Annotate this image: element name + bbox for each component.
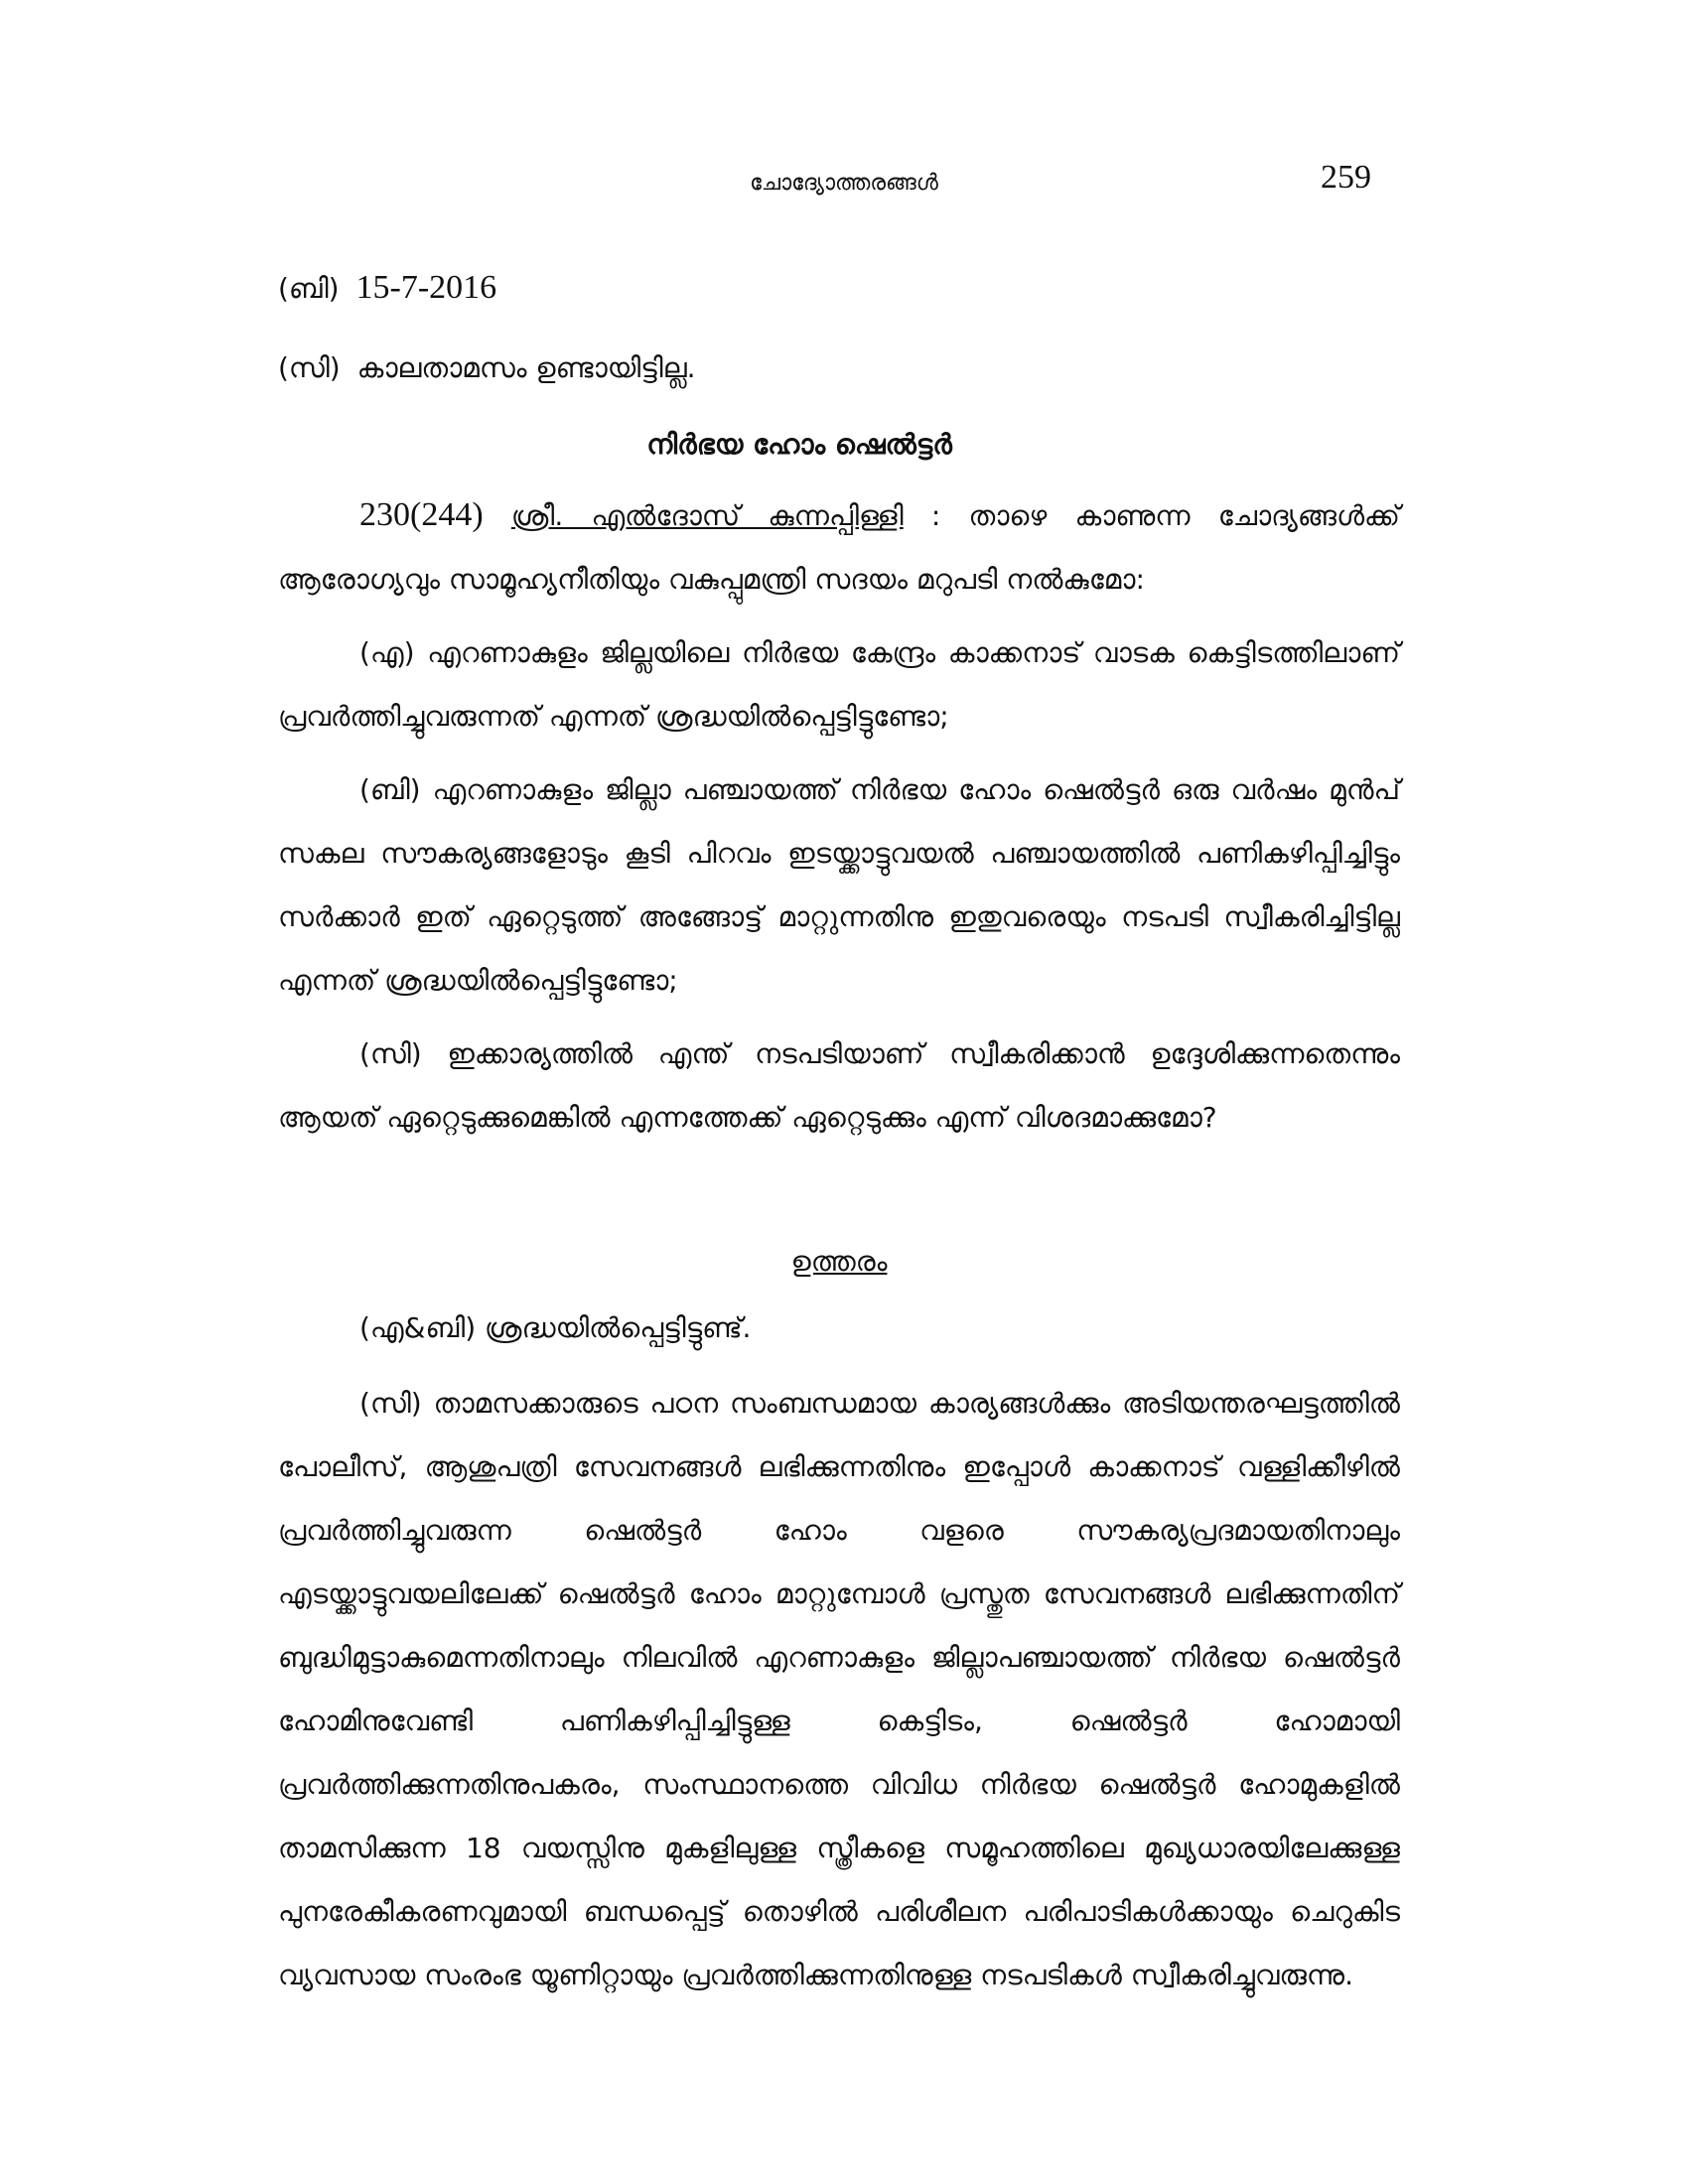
prior-answer-b bbox=[278, 268, 1400, 309]
answer-title-text: ഉത്തരം bbox=[790, 1245, 888, 1278]
page-content bbox=[278, 268, 1400, 2007]
question-intro-text: : താഴെ കാണുന്ന ചോദ്യങ്ങൾക്ക് ആരോഗ്യവും സാമൂഹ്യനീതിയും വകുപ്പുമന്ത്രി സദയം മറുപടി നൽകുമോ: bbox=[278, 499, 1401, 596]
answer-part-ab: (എ&ബി) ശ്രദ്ധയിൽപ്പെട്ടിട്ടുണ്ട്. bbox=[359, 1311, 752, 1344]
prior-answer-c-value: കാലതാമസം ഉണ്ടായിട്ടില്ല. bbox=[356, 351, 696, 384]
page-number: 259 bbox=[1321, 159, 1371, 196]
prior-answer-c bbox=[278, 348, 1400, 388]
running-head: ചോദ്യോത്തരങ്ങൾ bbox=[750, 171, 938, 196]
prior-answer-b-label: (ബി) bbox=[278, 272, 340, 305]
question-number: 230(244) bbox=[359, 496, 484, 533]
question-intro bbox=[278, 483, 1400, 612]
answer-title bbox=[278, 1245, 1400, 1279]
question-part-a: (എ) എറണാകുളം ജില്ലയിലെ നിർഭയ കേന്ദ്രം കാക്കനാട് വാടക കെട്ടിടത്തിലാണ് പ്രവർത്തിച്ചുവരുന്നത് എന്നത് ശ്രദ്ധയിൽപ്പെട്ടിട്ടുണ്ടോ; bbox=[278, 636, 1400, 733]
prior-answer-c-label: (സി) bbox=[278, 351, 341, 384]
answer-part-c: (സി) താമസക്കാരുടെ പഠന സംബന്ധമായ കാര്യങ്ങൾക്കും അടിയന്തരഘട്ടത്തിൽ പോലീസ്, ആശുപത്രി സേവനങ്ങൾ ലഭിക്കുന്നതിനും ഇപ്പോൾ കാക്കനാട് വള്ളിക്കീഴിൽ പ്രവർത്തിച്ചുവരുന്ന ഷെൽട്ടർ ഹോം വളരെ സൗകര്യപ്രദമായതിനാലും എടയ്ക്കാട്ടുവയലിലേക്ക് ഷെൽട്ടർ ഹോം മാറ്റുമ്പോൾ പ്രസ്തുത സേവനങ്ങൾ ലഭിക്കുന്നതിന് ബുദ്ധിമുട്ടാകുമെന്നതിനാലും നിലവിൽ എറണാകുളം ജില്ലാപഞ്ചായത്ത് നിർഭയ ഷെൽട്ടർ ഹോമിനുവേണ്ടി പണികഴിപ്പിച്ചിട്ടുള്ള കെട്ടിടം, ഷെൽട്ടർ ഹോമായി പ്രവർത്തിക്കുന്നതിനുപകരം, സംസ്ഥാനത്തെ വിവിധ നിർഭയ ഷെൽട്ടർ ഹോമുകളിൽ താമസിക്കുന്ന 18 വയസ്സിനു മുകളിലുള്ള സ്ത്രീകളെ സമൂഹത്തിലെ മുഖ്യധാരയിലേക്കുള്ള പുനരേകീകരണവുമായി ബന്ധപ്പെട്ട് തൊഴിൽ പരിശീലന പരിപാടികൾക്കായും ചെറുകിട വ്യവസായ സംരംഭ യൂണിറ്റായും പ്രവർത്തിക്കുന്നതിനുള്ള നടപടികൾ സ്വീകരിച്ചുവരുന്നു. bbox=[278, 1387, 1400, 1991]
question-part-c: (സി) ഇക്കാര്യത്തിൽ എന്ത് നടപടിയാണ് സ്വീകരിക്കാൻ ഉദ്ദേശിക്കുന്നതെന്നും ആയത് ഏറ്റെടുക്കുമെങ്കിൽ എന്നത്തേക്ക് ഏറ്റെടുക്കും എന്ന് വിശദമാക്കുമോ? bbox=[278, 1037, 1400, 1134]
question-member: ശ്രീ. എൽദോസ് കുന്നപ്പിള്ളി bbox=[510, 499, 904, 532]
question-part-b: (ബി) എറണാകുളം ജില്ലാ പഞ്ചായത്ത് നിർഭയ ഹോം ഷെൽട്ടർ ഒരു വർഷം മുൻപ് സകല സൗകര്യങ്ങളോടും കൂടി പിറവം ഇടയ്ക്കാട്ടുവയൽ പഞ്ചായത്തിൽ പണികഴിപ്പിച്ചിട്ടും സർക്കാർ ഇത് ഏറ്റെടുത്ത് അങ്ങോട്ട് മാറ്റുന്നതിനു ഇതുവരെയും നടപടി സ്വീകരിച്ചിട്ടില്ല എന്നത് ശ്രദ്ധയിൽപ്പെട്ടിട്ടുണ്ടോ; bbox=[278, 773, 1400, 997]
prior-answer-b-value: 15-7-2016 bbox=[355, 269, 497, 306]
section-title: നിർഭയ ഹോം ഷെൽട്ടർ bbox=[646, 428, 952, 461]
